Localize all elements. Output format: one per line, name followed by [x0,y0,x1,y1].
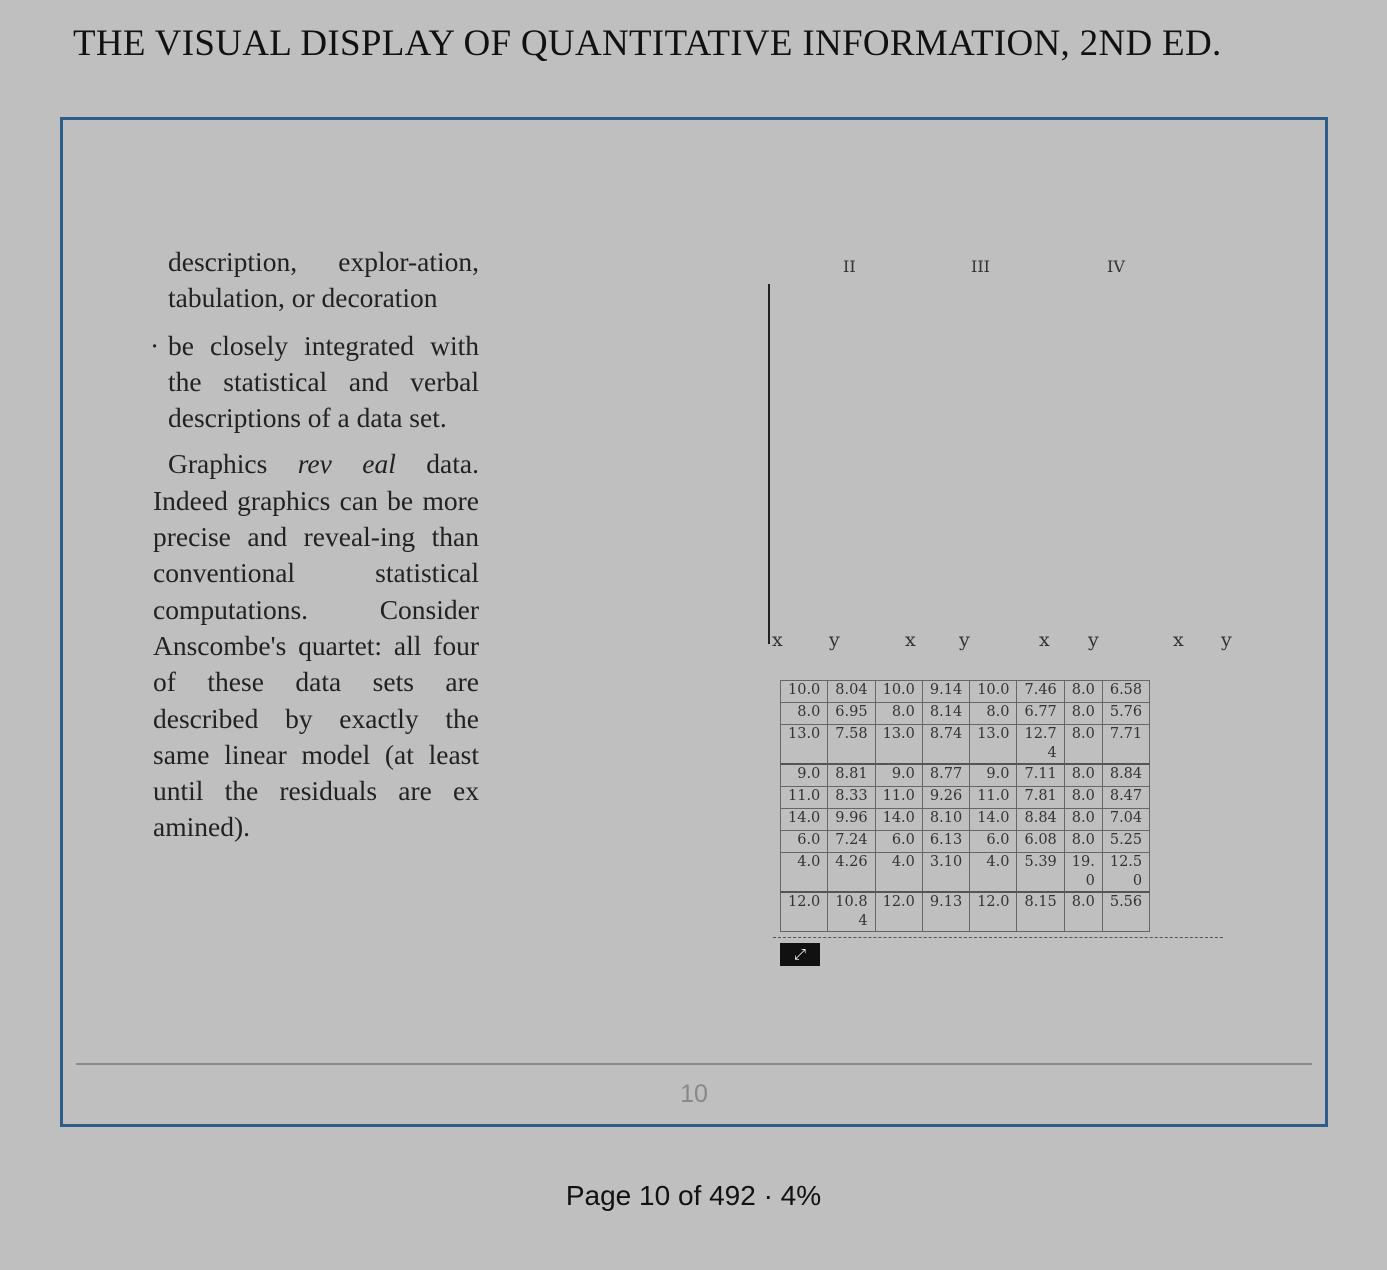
paragraph-graphics [153,446,479,845]
table-cell: 8.0 [1064,764,1102,787]
bullet-text: be closely integrated with the statistical and verbal descriptions of a data set. [168,329,479,434]
page-number: 10 [680,1080,708,1108]
table-cell: 14.0 [781,809,828,831]
table-cell: 12.5 0 [1102,853,1149,893]
col-label-x1: x [772,629,783,651]
table-cell: 8.33 [828,787,875,809]
table-cell: 13.0 [781,725,828,765]
table-cell: 9.0 [970,764,1017,787]
table-cell: 9.13 [922,892,969,932]
anscombe-figure [763,250,1243,970]
table-cell: 9.0 [781,764,828,787]
dataset-label-iv: IV [1107,257,1125,276]
table-cell: 8.77 [922,764,969,787]
table-cell: 4.0 [781,853,828,893]
table-cell: 12.0 [781,892,828,932]
table-cell: 7.46 [1017,681,1064,703]
table-cell: 8.84 [1102,764,1149,787]
table-cell: 5.39 [1017,853,1064,893]
table-cell: 13.0 [875,725,922,765]
paragraph-graphics-start: Graphics [168,448,298,480]
table-cell: 6.0 [875,831,922,853]
table-cell: 19. 0 [1064,853,1102,893]
book-title: THE VISUAL DISPLAY OF QUANTITATIVE INFORMATION, 2ND ED. [73,23,1222,64]
table-cell: 8.0 [970,703,1017,725]
table-cell: 7.71 [1102,725,1149,765]
table-cell: 8.0 [1064,725,1102,765]
col-label-x2: x [905,629,916,651]
col-label-x3: x [1039,629,1050,651]
table-cell: 8.0 [781,703,828,725]
paragraph-continued: description, explor-ation, tabulation, or decoration [168,246,479,314]
table-cell: 4.0 [875,853,922,893]
page-view[interactable] [60,117,1328,1127]
table-cell: 9.14 [922,681,969,703]
col-label-x4: x [1173,629,1184,651]
table-cell: 10.8 4 [828,892,875,932]
table-cell: 12.0 [875,892,922,932]
table-cell: 8.0 [1064,703,1102,725]
table-row [781,681,1150,703]
table-cell: 6.58 [1102,681,1149,703]
table-cell: 10.0 [970,681,1017,703]
dataset-label-ii: II [843,257,856,276]
table-cell: 9.0 [875,764,922,787]
table-cell: 13.0 [970,725,1017,765]
table-cell: 4.0 [970,853,1017,893]
bullet-item [150,328,479,437]
figure-axis-line [768,284,770,644]
anscombe-table [780,680,1150,932]
table-cell: 4.26 [828,853,875,893]
table-cell: 8.14 [922,703,969,725]
table-cell: 6.13 [922,831,969,853]
table-cell: 3.10 [922,853,969,893]
table-cell: 10.0 [875,681,922,703]
table-cell: 8.0 [875,703,922,725]
table-cell: 7.04 [1102,809,1149,831]
dataset-label-iii: III [971,257,990,276]
table-cell: 8.0 [1064,892,1102,932]
figure-divider [773,937,1223,938]
table-cell: 12.7 4 [1017,725,1064,765]
table-cell: 7.11 [1017,764,1064,787]
table-row [781,831,1150,853]
text-column [150,244,479,846]
table-cell: 7.81 [1017,787,1064,809]
table-cell: 11.0 [875,787,922,809]
table-cell: 6.95 [828,703,875,725]
table-row [781,725,1150,765]
table-cell: 8.0 [1064,787,1102,809]
table-cell: 6.0 [970,831,1017,853]
table-cell: 12.0 [970,892,1017,932]
table-cell: 11.0 [970,787,1017,809]
table-cell: 6.08 [1017,831,1064,853]
table-cell: 5.76 [1102,703,1149,725]
table-cell: 6.77 [1017,703,1064,725]
table-cell: 8.0 [1064,831,1102,853]
table-cell: 8.47 [1102,787,1149,809]
reading-progress: Page 10 of 492 · 4% [565,1180,822,1211]
col-label-y4: y [1221,629,1232,651]
table-cell: 8.10 [922,809,969,831]
table-row [781,809,1150,831]
table-cell: 6.0 [781,831,828,853]
table-row [781,892,1150,932]
table-cell: 8.15 [1017,892,1064,932]
table-row [781,787,1150,809]
table-row [781,764,1150,787]
table-cell: 8.81 [828,764,875,787]
table-cell: 10.0 [781,681,828,703]
table-cell: 8.0 [1064,809,1102,831]
table-cell: 7.58 [828,725,875,765]
table-cell: 9.96 [828,809,875,831]
col-label-y1: y [829,629,840,651]
col-label-y3: y [1088,629,1099,651]
table-cell: 11.0 [781,787,828,809]
table-cell: 5.25 [1102,831,1149,853]
table-cell: 7.24 [828,831,875,853]
page-divider [76,1063,1312,1065]
table-row [781,853,1150,893]
table-cell: 8.74 [922,725,969,765]
table-cell: 8.04 [828,681,875,703]
table-cell: 14.0 [875,809,922,831]
paragraph-graphics-rest: data. Indeed graphics can be more precise and reveal-ing than conventional statistical computations. Consider Anscombe's quartet: all four of these data sets are described by exactly the same linear model (at least until the residuals are ex amined). [153,448,479,843]
table-row [781,703,1150,725]
table-cell: 8.0 [1064,681,1102,703]
expand-arrows-icon: ⤢ [793,945,806,963]
table-cell: 14.0 [970,809,1017,831]
table-cell: 9.26 [922,787,969,809]
bullet-marker: · [150,329,160,361]
paragraph-graphics-emph: rev eal [297,448,396,480]
table-cell: 5.56 [1102,892,1149,932]
expand-figure-button[interactable] [780,943,820,966]
col-label-y2: y [959,629,970,651]
table-cell: 8.84 [1017,809,1064,831]
